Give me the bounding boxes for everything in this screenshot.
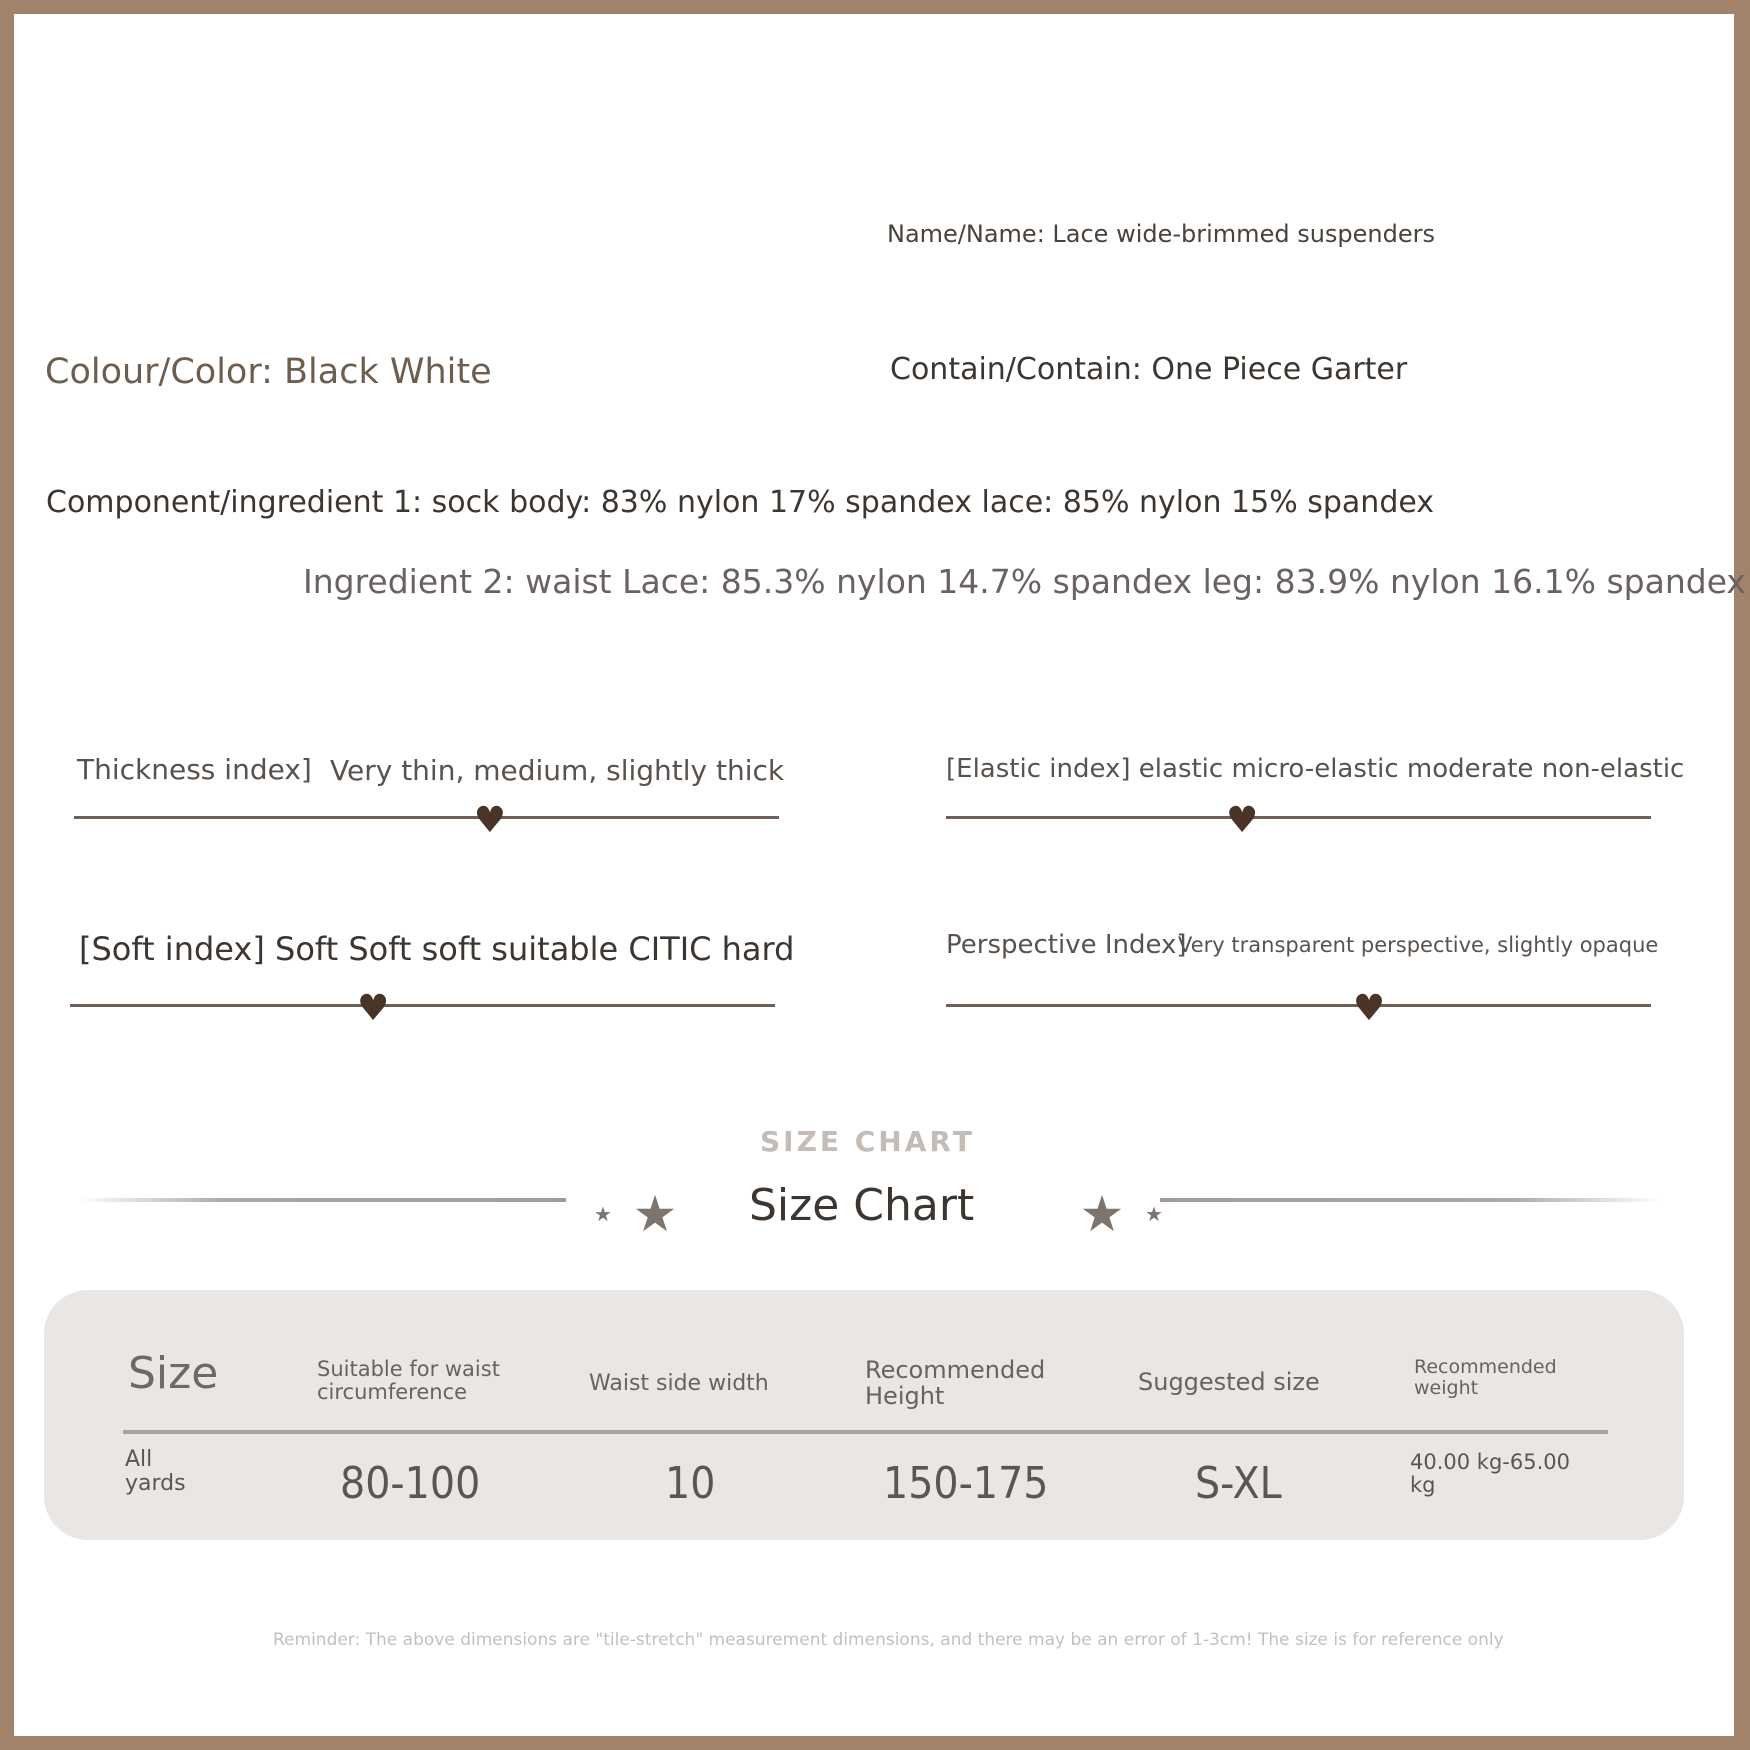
thickness-index-label: Thickness index] [77, 753, 312, 786]
star-icon: ★ [1079, 1185, 1125, 1243]
perspective-index-label: Perspective Index] [946, 930, 1187, 960]
soft-index-track [70, 988, 775, 1029]
product-colour: Colour/Color: Black White [45, 352, 492, 392]
elastic-index-track [946, 800, 1651, 841]
cell-size: All yards [125, 1447, 186, 1497]
star-icon: ★ [1145, 1202, 1163, 1226]
header-size: Size [128, 1348, 219, 1399]
cell-height: 150-175 [883, 1458, 1049, 1509]
size-reminder: Reminder: The above dimensions are "tile-stretch" measurement dimensions, and there may be an error of 1-3cm! The size is for reference only [273, 1630, 1504, 1650]
header-weight: Recommended weight [1414, 1356, 1557, 1399]
divider-line-right [1160, 1198, 1660, 1202]
cell-waist: 80-100 [340, 1458, 481, 1509]
size-chart-title: Size Chart [749, 1180, 975, 1231]
cell-weight: 40.00 kg-65.00 kg [1410, 1450, 1570, 1498]
divider-line-left [80, 1198, 566, 1202]
cell-waist-width: 10 [665, 1458, 716, 1509]
size-chart-subtitle: SIZE CHART [760, 1125, 975, 1158]
header-waist-width: Waist side width [589, 1371, 769, 1396]
product-contents: Contain/Contain: One Piece Garter [890, 352, 1408, 387]
heart-icon: ♥ [473, 800, 507, 841]
heart-icon: ♥ [1352, 988, 1386, 1029]
header-suggested-size: Suggested size [1138, 1368, 1320, 1396]
perspective-index-track [946, 988, 1651, 1029]
component-2: Ingredient 2: waist Lace: 85.3% nylon 14.7% spandex leg: 83.9% nylon 16.1% spandex [303, 562, 1746, 601]
heart-icon: ♥ [1225, 800, 1259, 841]
component-1: Component/ingredient 1: sock body: 83% nylon 17% spandex lace: 85% nylon 15% spandex [46, 485, 1435, 520]
star-icon: ★ [594, 1202, 612, 1226]
cell-suggested-size: S-XL [1195, 1458, 1282, 1509]
thickness-index-track [74, 800, 779, 841]
elastic-index-label: [Elastic index] elastic micro-elastic moderate non-elastic [946, 754, 1685, 784]
perspective-index-options: Very transparent perspective, slightly opaque [1178, 933, 1659, 957]
heart-icon: ♥ [357, 988, 390, 1029]
product-name: Name/Name: Lace wide-brimmed suspenders [887, 220, 1435, 248]
thickness-index-options: Very thin, medium, slightly thick [330, 754, 785, 787]
header-height: Recommended Height [865, 1356, 1046, 1410]
header-waist: Suitable for waist circumference [317, 1357, 500, 1404]
soft-index-label: [Soft index] Soft Soft soft suitable CITIC hard [79, 930, 795, 968]
size-table [44, 1290, 1684, 1540]
table-divider [123, 1430, 1608, 1434]
star-icon: ★ [632, 1185, 678, 1243]
